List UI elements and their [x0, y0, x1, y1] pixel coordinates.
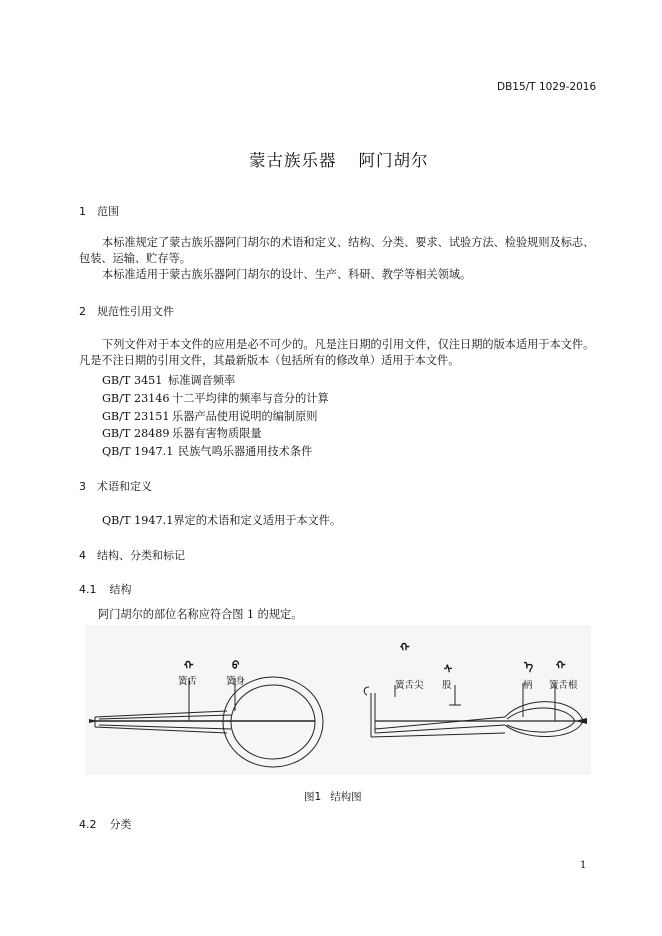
section-title: 范围	[97, 205, 119, 218]
figure-caption	[304, 789, 362, 804]
reference-title: 乐器有害物质限量	[172, 427, 262, 440]
section-title: 规范性引用文件	[97, 305, 174, 318]
label-handle: 柄	[523, 680, 533, 691]
reference-code: GB/T 23151	[102, 410, 170, 423]
page-title	[249, 147, 429, 171]
section-title: 术语和定义	[97, 480, 152, 493]
s2-intro-line-2: 凡是不注日期的引用文件，其最新版本（包括所有的修改单）适用于本文件。	[79, 354, 460, 367]
section-number: 4.2	[79, 818, 97, 831]
reference-item	[102, 409, 317, 424]
mongolian-script-glyph: ᠬ	[400, 642, 410, 654]
reference-item	[102, 444, 312, 459]
s3-paragraph: QB/T 1947.1界定的术语和定义适用于本文件。	[102, 514, 342, 527]
section-title: 结构、分类和标记	[97, 549, 185, 562]
reference-title: 十二平均律的频率与音分的计算	[172, 392, 329, 405]
label-leg: 股	[442, 680, 452, 691]
label-reed-tongue: 簧舌	[178, 676, 198, 687]
label-reed-root: 簧舌根	[549, 680, 578, 691]
reference-item	[102, 373, 235, 388]
reference-item	[102, 426, 262, 441]
section-4-heading	[79, 547, 185, 563]
section-3-heading	[79, 478, 152, 494]
figure-title: 结构图	[330, 791, 362, 803]
section-title: 结构	[109, 583, 132, 596]
title-sub: 阿门胡尔	[358, 151, 429, 170]
section-4-2-heading	[79, 816, 132, 832]
section-number: 4.1	[79, 583, 97, 596]
mongolian-script-glyph: ᠡ	[524, 660, 534, 672]
mongolian-script-glyph: ᠰ	[444, 664, 453, 676]
page-number: 1	[580, 860, 587, 871]
s4-1-paragraph: 阿门胡尔的部位名称应符合图 1 的规定。	[98, 608, 303, 621]
section-title: 分类	[109, 818, 132, 831]
reference-code: QB/T 1947.1	[102, 445, 174, 458]
reference-title: 标准调音频率	[168, 374, 236, 387]
s1-paragraph-1-line-2: 包装、运输、贮存等。	[79, 252, 191, 265]
section-number: 1	[79, 205, 86, 218]
jaw-harp-side-view-drawing	[355, 625, 591, 775]
title-main: 蒙古族乐器	[249, 151, 337, 170]
label-reed-tip: 簧舌尖	[395, 680, 424, 691]
reference-code: GB/T 23146	[102, 392, 170, 405]
section-4-1-heading	[79, 581, 132, 597]
mongolian-script-glyph: ᠬ	[184, 660, 194, 672]
reference-title: 乐器产品使用说明的编制原则	[172, 410, 318, 423]
doc-id: DB15/T 1029-2016	[497, 81, 597, 93]
section-number: 3	[79, 480, 86, 493]
jaw-harp-top-view-drawing	[85, 625, 335, 775]
section-1-heading	[79, 203, 119, 219]
section-2-heading	[79, 303, 174, 319]
section-number: 2	[79, 305, 86, 318]
label-reed-body: 簧身	[226, 676, 246, 687]
s2-intro-line-1: 下列文件对于本文件的应用是必不可少的。凡是注日期的引用文件，仅注日期的版本适用于本文件。	[102, 338, 595, 351]
s1-paragraph-1-line-1: 本标准规定了蒙古族乐器阿门胡尔的术语和定义、结构、分类、要求、试验方法、检验规则及标志、	[102, 236, 595, 249]
s1-paragraph-2: 本标准适用于蒙古族乐器阿门胡尔的设计、生产、科研、教学等相关领域。	[102, 268, 472, 281]
reference-title: 民族气鸣乐器通用技术条件	[178, 445, 313, 458]
section-number: 4	[79, 549, 86, 562]
mongolian-script-glyph: ᠬ	[556, 660, 566, 672]
mongolian-script-glyph: ᠪ	[232, 660, 240, 672]
reference-code: GB/T 3451	[102, 374, 163, 387]
reference-item	[102, 391, 329, 406]
reference-code: GB/T 28489	[102, 427, 170, 440]
figure-number: 图1	[304, 791, 322, 803]
